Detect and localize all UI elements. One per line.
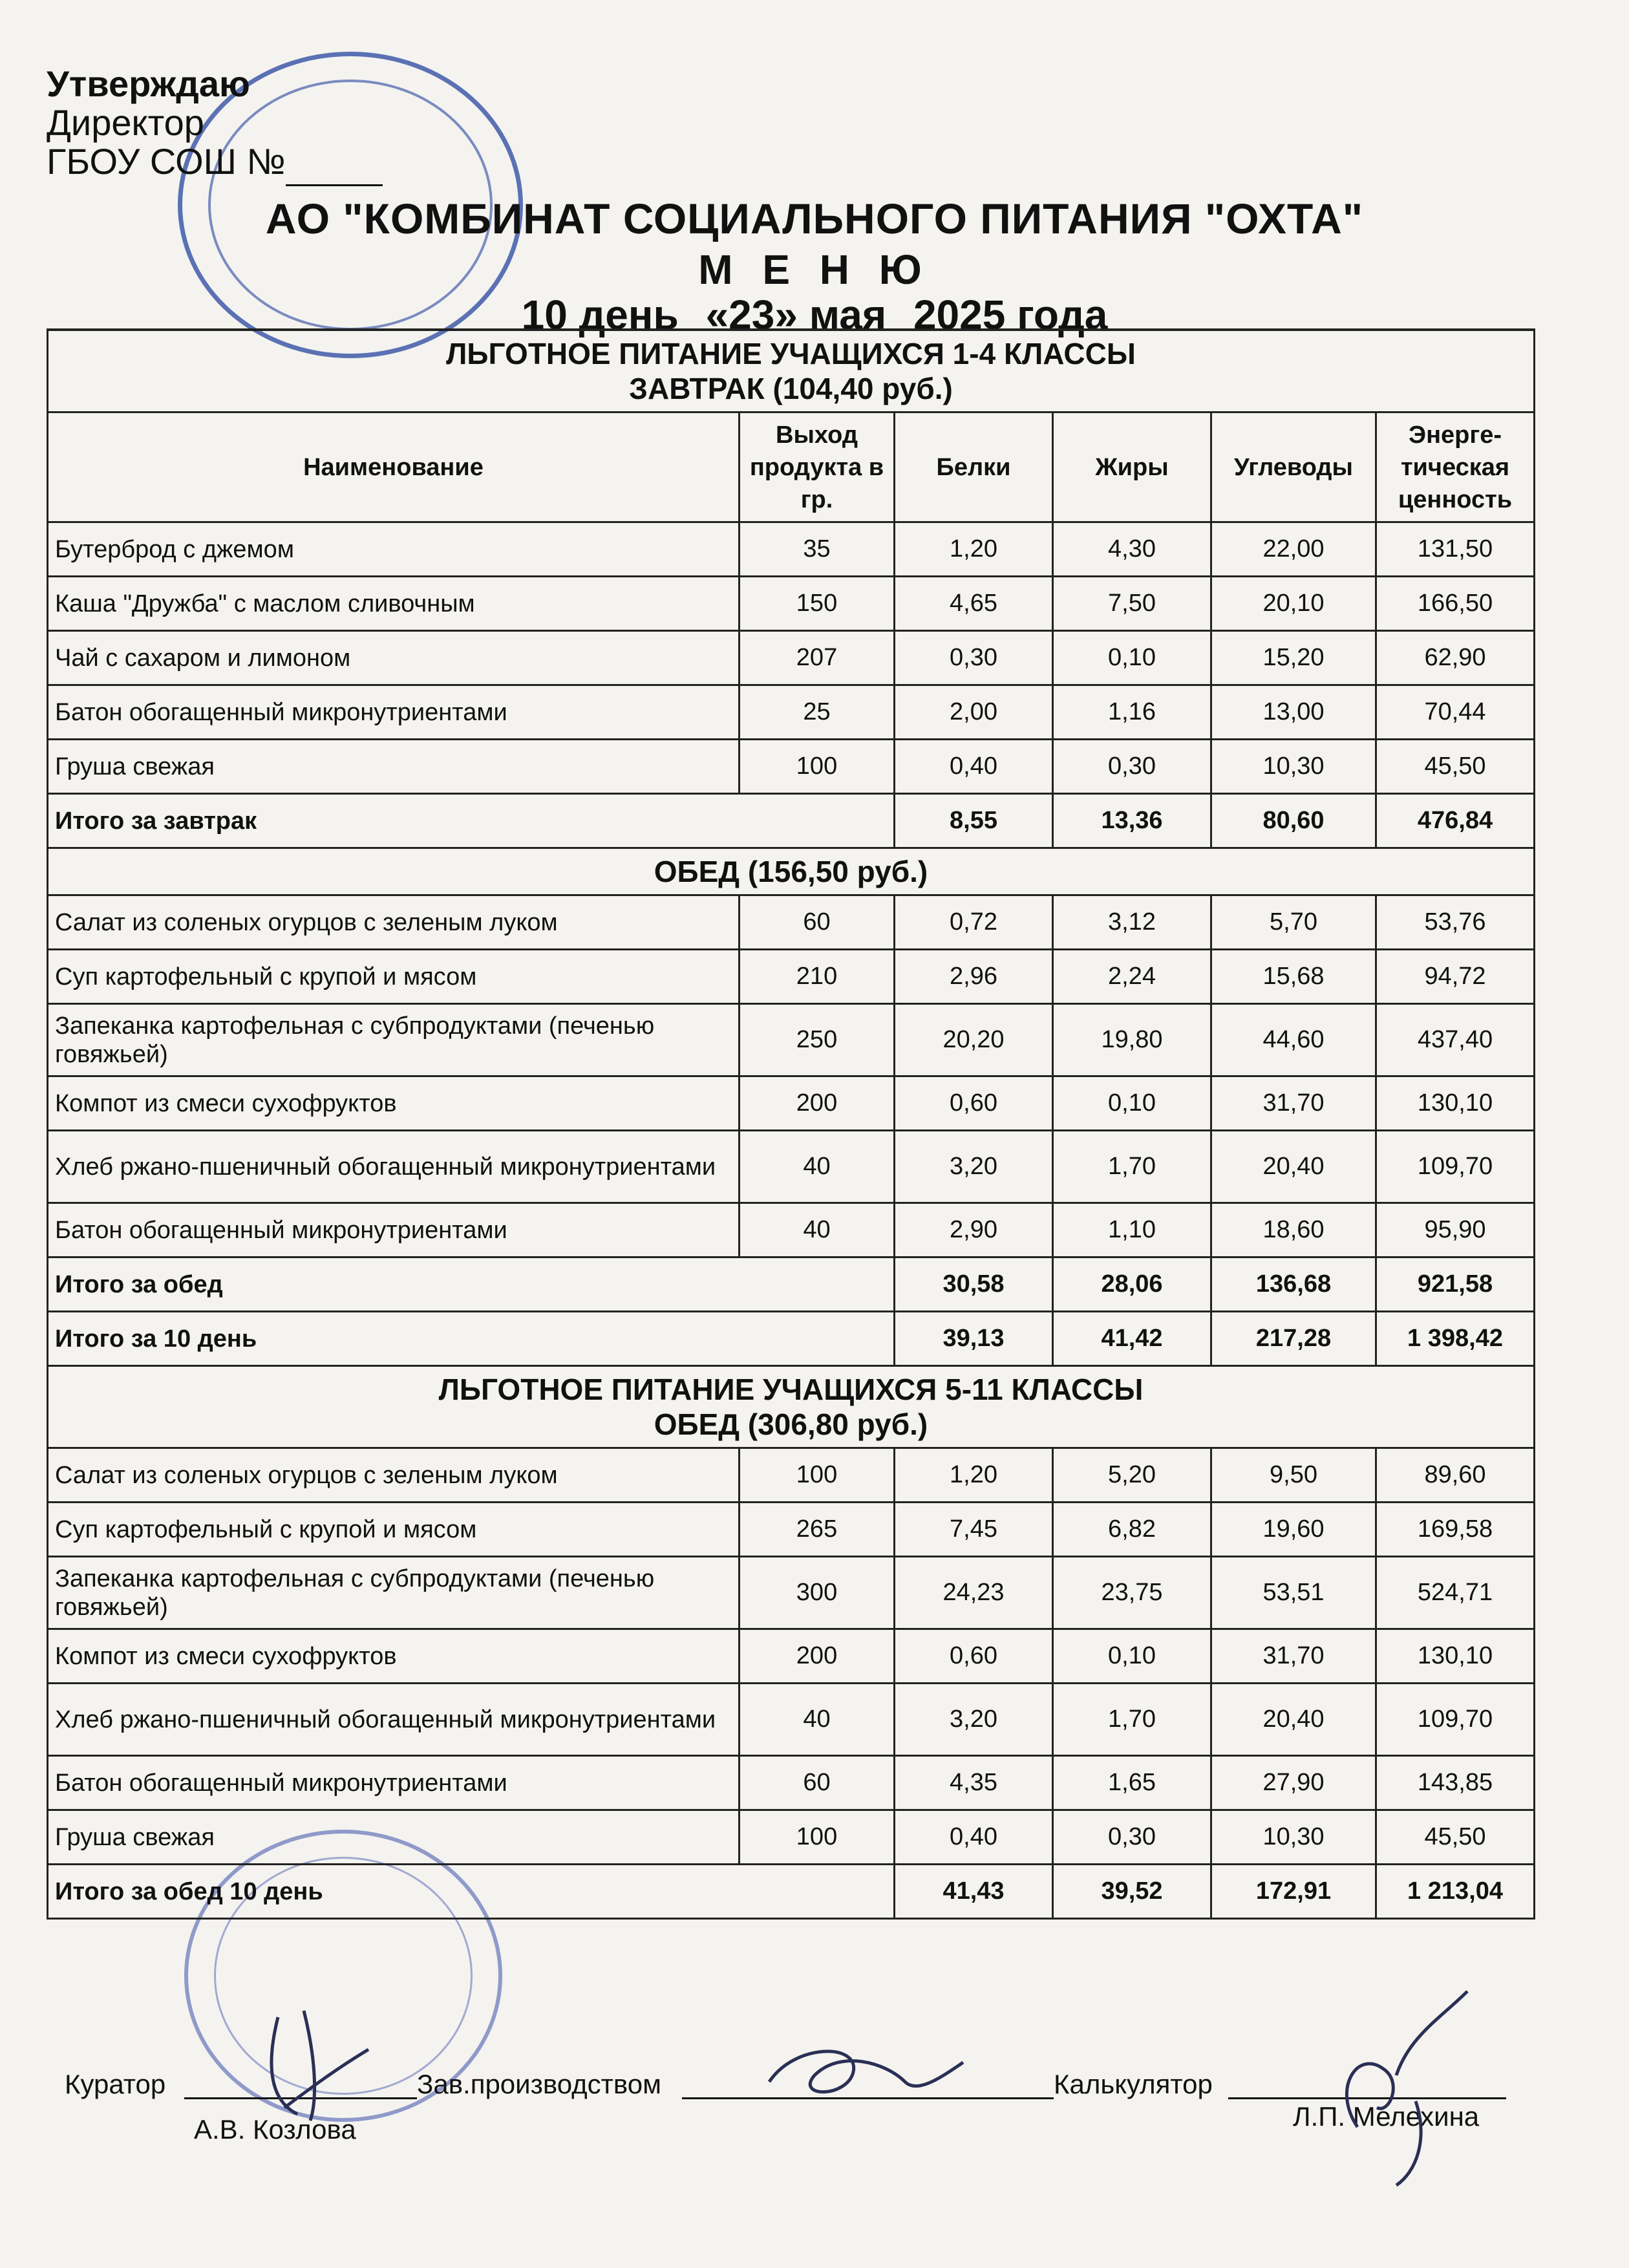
dish-carbs: 10,30 <box>1211 740 1376 794</box>
company-name: АО "КОМБИНАТ СОЦИАЛЬНОГО ПИТАНИЯ "ОХТА" <box>265 195 1364 242</box>
breakfast-row <box>48 522 1535 577</box>
dish-fat: 1,65 <box>1053 1756 1211 1810</box>
dish-fat: 1,10 <box>1053 1203 1211 1257</box>
lunch-5-11-row <box>48 1756 1535 1810</box>
dish-fat: 1,70 <box>1053 1131 1211 1203</box>
dish-yield: 300 <box>740 1557 895 1629</box>
dish-name: Салат из соленых огурцов с зеленым луком <box>48 1448 740 1503</box>
total-carbs: 217,28 <box>1211 1312 1376 1366</box>
dish-energy: 437,40 <box>1376 1004 1535 1076</box>
total-label: Итого за завтрак <box>48 794 895 848</box>
section-5-11-header <box>48 1366 1535 1448</box>
menu-title: М Е Н Ю <box>698 246 931 293</box>
dish-protein: 0,40 <box>895 740 1053 794</box>
dish-yield: 100 <box>740 1810 895 1865</box>
curator-signature <box>239 1991 381 2134</box>
dish-name: Груша свежая <box>48 1810 740 1865</box>
lunch-1-4-row <box>48 1076 1535 1131</box>
menu-day: 10 день <box>521 292 679 338</box>
dish-carbs: 27,90 <box>1211 1756 1376 1810</box>
dish-carbs: 20,40 <box>1211 1131 1376 1203</box>
dish-yield: 210 <box>740 950 895 1004</box>
calculator-signature <box>1319 1978 1487 2192</box>
section-1-4-header <box>48 330 1535 412</box>
lunch-1-4-row <box>48 1004 1535 1076</box>
dish-name: Хлеб ржано-пшеничный обогащенный микронутриентами <box>48 1684 740 1756</box>
dish-protein: 24,23 <box>895 1557 1053 1629</box>
lunch-1-4-row <box>48 950 1535 1004</box>
dish-name: Запеканка картофельная с субпродуктами (печенью говяжьей) <box>48 1004 740 1076</box>
dish-fat: 1,16 <box>1053 685 1211 740</box>
col-protein-header: Белки <box>895 412 1053 522</box>
dish-yield: 60 <box>740 1756 895 1810</box>
dish-fat: 0,30 <box>1053 740 1211 794</box>
total-energy: 1 398,42 <box>1376 1312 1535 1366</box>
dish-yield: 200 <box>740 1629 895 1684</box>
dish-yield: 207 <box>740 631 895 685</box>
dish-carbs: 18,60 <box>1211 1203 1376 1257</box>
dish-yield: 265 <box>740 1503 895 1557</box>
dish-carbs: 44,60 <box>1211 1004 1376 1076</box>
total-fat: 41,42 <box>1053 1312 1211 1366</box>
dish-yield: 60 <box>740 895 895 950</box>
lunch-1-4-header-line-1: ОБЕД (156,50 руб.) <box>654 855 928 888</box>
dish-fat: 0,10 <box>1053 1629 1211 1684</box>
dish-energy: 45,50 <box>1376 1810 1535 1865</box>
dish-yield: 150 <box>740 577 895 631</box>
col-yield-header: Выход продукта в гр. <box>740 412 895 522</box>
dish-energy: 131,50 <box>1376 522 1535 577</box>
total-protein: 8,55 <box>895 794 1053 848</box>
dish-carbs: 10,30 <box>1211 1810 1376 1865</box>
dish-fat: 0,10 <box>1053 631 1211 685</box>
dish-protein: 2,00 <box>895 685 1053 740</box>
menu-year: 2025 года <box>913 292 1108 338</box>
dish-energy: 53,76 <box>1376 895 1535 950</box>
lunch-1-4-row <box>48 1131 1535 1203</box>
lunch-1-4-header <box>48 848 1535 895</box>
approval-position: Директор <box>47 102 204 143</box>
dish-name: Каша "Дружба" с маслом сливочным <box>48 577 740 631</box>
dish-protein: 3,20 <box>895 1684 1053 1756</box>
col-fat-header: Жиры <box>1053 412 1211 522</box>
dish-carbs: 13,00 <box>1211 685 1376 740</box>
dish-carbs: 22,00 <box>1211 522 1376 577</box>
dish-yield: 100 <box>740 740 895 794</box>
dish-fat: 3,12 <box>1053 895 1211 950</box>
lunch-5-11-total-row <box>48 1865 1535 1919</box>
dish-fat: 19,80 <box>1053 1004 1211 1076</box>
lunch-5-11-row <box>48 1448 1535 1503</box>
menu-date-value: «23» мая <box>705 292 887 338</box>
dish-carbs: 9,50 <box>1211 1448 1376 1503</box>
dish-carbs: 20,40 <box>1211 1684 1376 1756</box>
lunch-1-4-total-row <box>48 1257 1535 1312</box>
calculator-name: Л.П. Мелехина <box>1293 2101 1480 2132</box>
dish-fat: 0,30 <box>1053 1810 1211 1865</box>
lunch-5-11-row <box>48 1629 1535 1684</box>
dish-protein: 4,35 <box>895 1756 1053 1810</box>
lunch-1-4-row <box>48 895 1535 950</box>
dish-fat: 0,10 <box>1053 1076 1211 1131</box>
approval-title: Утверждаю <box>47 63 250 104</box>
lunch-5-11-row <box>48 1503 1535 1557</box>
total-energy: 921,58 <box>1376 1257 1535 1312</box>
dish-fat: 6,82 <box>1053 1503 1211 1557</box>
production-signature <box>756 2037 970 2108</box>
dish-protein: 7,45 <box>895 1503 1053 1557</box>
dish-name: Батон обогащенный микронутриентами <box>48 1756 740 1810</box>
dish-protein: 20,20 <box>895 1004 1053 1076</box>
dish-energy: 89,60 <box>1376 1448 1535 1503</box>
dish-energy: 143,85 <box>1376 1756 1535 1810</box>
curator-name: А.В. Козлова <box>194 2114 356 2145</box>
day-total-row <box>48 1312 1535 1366</box>
dish-name: Запеканка картофельная с субпродуктами (печенью говяжьей) <box>48 1557 740 1629</box>
section-5-11-header-line-1: ЛЬГОТНОЕ ПИТАНИЕ УЧАЩИХСЯ 5-11 КЛАССЫ <box>438 1373 1144 1406</box>
dish-carbs: 15,68 <box>1211 950 1376 1004</box>
dish-protein: 4,65 <box>895 577 1053 631</box>
total-label: Итого за обед <box>48 1257 895 1312</box>
dish-energy: 94,72 <box>1376 950 1535 1004</box>
col-energy-header: Энерге-тическая ценность <box>1376 412 1535 522</box>
production-label: Зав.производством <box>417 2069 661 2099</box>
dish-protein: 0,60 <box>895 1076 1053 1131</box>
dish-protein: 2,90 <box>895 1203 1053 1257</box>
dish-fat: 23,75 <box>1053 1557 1211 1629</box>
section-1-4-title: ЛЬГОТНОЕ ПИТАНИЕ УЧАЩИХСЯ 1-4 КЛАССЫ <box>446 337 1136 370</box>
menu-sheet <box>47 328 1533 1920</box>
dish-protein: 3,20 <box>895 1131 1053 1203</box>
menu-table <box>47 328 1535 1920</box>
total-protein: 30,58 <box>895 1257 1053 1312</box>
column-header-row <box>48 412 1535 522</box>
total-carbs: 172,91 <box>1211 1865 1376 1919</box>
dish-protein: 0,30 <box>895 631 1053 685</box>
approval-block <box>47 65 383 186</box>
dish-protein: 0,72 <box>895 895 1053 950</box>
dish-fat: 4,30 <box>1053 522 1211 577</box>
dish-energy: 130,10 <box>1376 1076 1535 1131</box>
dish-carbs: 19,60 <box>1211 1503 1376 1557</box>
total-label: Итого за обед 10 день <box>48 1865 895 1919</box>
dish-yield: 40 <box>740 1131 895 1203</box>
col-carbs-header: Углеводы <box>1211 412 1376 522</box>
lunch-1-4-row <box>48 1203 1535 1257</box>
dish-carbs: 31,70 <box>1211 1629 1376 1684</box>
dish-name: Батон обогащенный микронутриентами <box>48 1203 740 1257</box>
dish-energy: 109,70 <box>1376 1131 1535 1203</box>
breakfast-title: ЗАВТРАК (104,40 руб.) <box>629 372 953 405</box>
total-fat: 28,06 <box>1053 1257 1211 1312</box>
lunch-5-11-row <box>48 1810 1535 1865</box>
lunch-5-11-row <box>48 1684 1535 1756</box>
dish-protein: 1,20 <box>895 522 1053 577</box>
dish-name: Батон обогащенный микронутриентами <box>48 685 740 740</box>
dish-carbs: 31,70 <box>1211 1076 1376 1131</box>
dish-energy: 45,50 <box>1376 740 1535 794</box>
total-energy: 476,84 <box>1376 794 1535 848</box>
total-label: Итого за 10 день <box>48 1312 895 1366</box>
dish-energy: 130,10 <box>1376 1629 1535 1684</box>
total-protein: 41,43 <box>895 1865 1053 1919</box>
section-5-11-header-line-2: ОБЕД (306,80 руб.) <box>654 1407 928 1441</box>
dish-yield: 40 <box>740 1684 895 1756</box>
dish-name: Компот из смеси сухофруктов <box>48 1076 740 1131</box>
dish-protein: 2,96 <box>895 950 1053 1004</box>
dish-yield: 200 <box>740 1076 895 1131</box>
dish-yield: 100 <box>740 1448 895 1503</box>
dish-fat: 7,50 <box>1053 577 1211 631</box>
dish-name: Чай с сахаром и лимоном <box>48 631 740 685</box>
curator-label: Куратор <box>65 2069 166 2099</box>
dish-name: Салат из соленых огурцов с зеленым луком <box>48 895 740 950</box>
breakfast-row <box>48 631 1535 685</box>
breakfast-total-row <box>48 794 1535 848</box>
breakfast-row <box>48 740 1535 794</box>
total-protein: 39,13 <box>895 1312 1053 1366</box>
dish-name: Бутерброд с джемом <box>48 522 740 577</box>
dish-fat: 2,24 <box>1053 950 1211 1004</box>
dish-name: Суп картофельный с крупой и мясом <box>48 1503 740 1557</box>
dish-energy: 70,44 <box>1376 685 1535 740</box>
dish-name: Суп картофельный с крупой и мясом <box>48 950 740 1004</box>
lunch-5-11-row <box>48 1557 1535 1629</box>
calculator-label: Калькулятор <box>1054 2069 1213 2099</box>
dish-yield: 250 <box>740 1004 895 1076</box>
dish-name: Хлеб ржано-пшеничный обогащенный микронутриентами <box>48 1131 740 1203</box>
dish-energy: 95,90 <box>1376 1203 1535 1257</box>
dish-carbs: 53,51 <box>1211 1557 1376 1629</box>
breakfast-row <box>48 577 1535 631</box>
dish-carbs: 20,10 <box>1211 577 1376 631</box>
dish-yield: 25 <box>740 685 895 740</box>
approval-school: ГБОУ СОШ № <box>47 141 286 182</box>
dish-energy: 166,50 <box>1376 577 1535 631</box>
dish-protein: 0,60 <box>895 1629 1053 1684</box>
dish-carbs: 5,70 <box>1211 895 1376 950</box>
dish-yield: 35 <box>740 522 895 577</box>
school-number-field <box>286 145 383 186</box>
dish-protein: 1,20 <box>895 1448 1053 1503</box>
total-fat: 39,52 <box>1053 1865 1211 1919</box>
dish-fat: 5,20 <box>1053 1448 1211 1503</box>
dish-energy: 524,71 <box>1376 1557 1535 1629</box>
dish-yield: 40 <box>740 1203 895 1257</box>
total-carbs: 80,60 <box>1211 794 1376 848</box>
dish-energy: 62,90 <box>1376 631 1535 685</box>
dish-fat: 1,70 <box>1053 1684 1211 1756</box>
total-energy: 1 213,04 <box>1376 1865 1535 1919</box>
dish-energy: 169,58 <box>1376 1503 1535 1557</box>
dish-energy: 109,70 <box>1376 1684 1535 1756</box>
dish-name: Груша свежая <box>48 740 740 794</box>
total-carbs: 136,68 <box>1211 1257 1376 1312</box>
col-name-header: Наименование <box>48 412 740 522</box>
dish-protein: 0,40 <box>895 1810 1053 1865</box>
total-fat: 13,36 <box>1053 794 1211 848</box>
dish-name: Компот из смеси сухофруктов <box>48 1629 740 1684</box>
approval-school-line <box>47 142 383 186</box>
breakfast-row <box>48 685 1535 740</box>
dish-carbs: 15,20 <box>1211 631 1376 685</box>
